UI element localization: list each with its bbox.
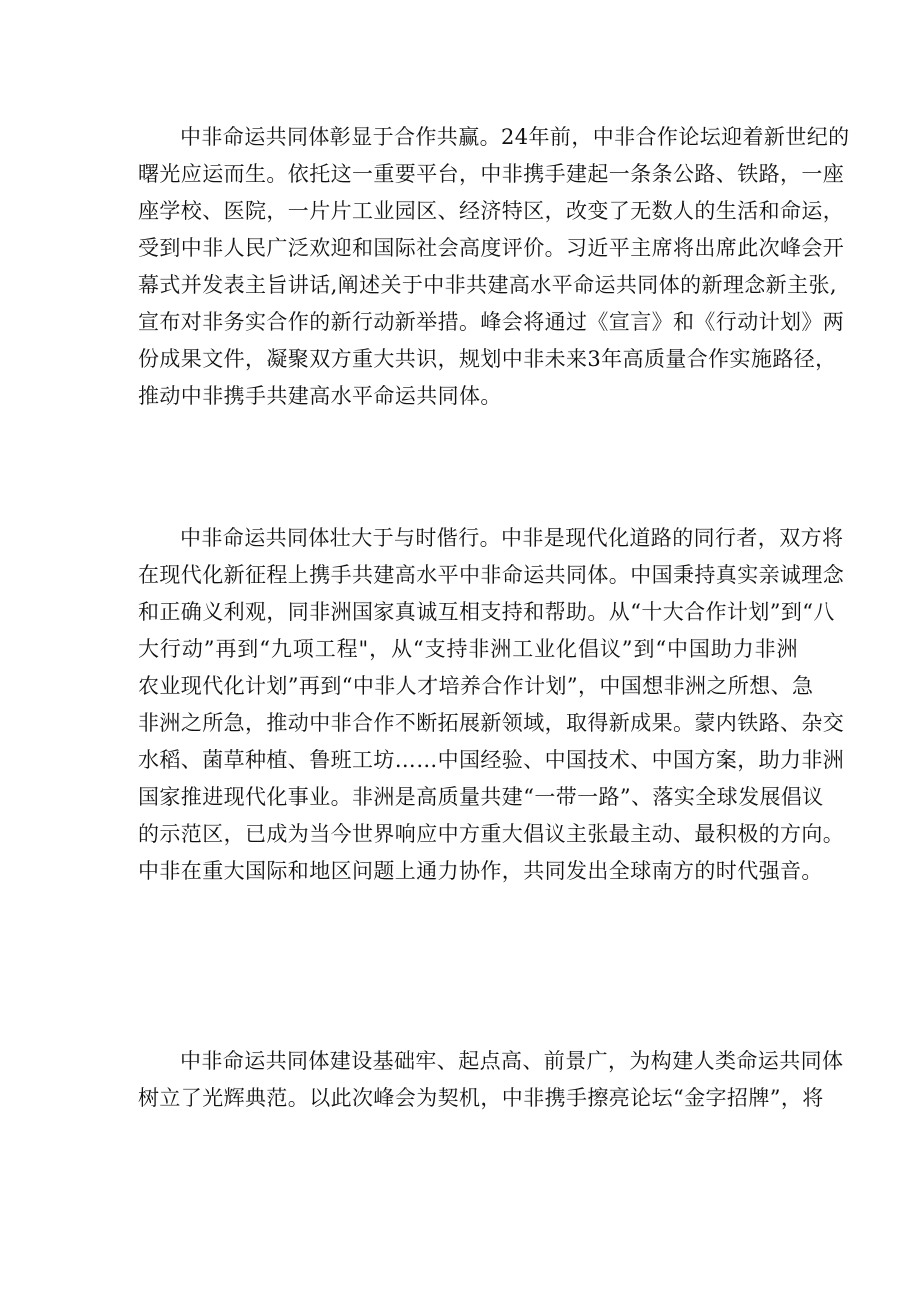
text-line: 份成果文件，凝聚双方重大共识，规划中非未来3年高质量合作实施路径， <box>138 347 837 371</box>
text-line: 国家推进现代化事业。非洲是高质量共建“一带一路”、落实全球发展倡议 <box>138 785 824 809</box>
text-line: 幕式并发表主旨讲话,阐述关于中非共建高水平命运共同体的新理念新主张, <box>138 273 837 297</box>
text-line: 的示范区，已成为当今世界响应中方重大倡议主张最主动、最积极的方向。 <box>138 822 845 846</box>
paragraph-2 <box>138 520 845 890</box>
text-line: 受到中非人民广泛欢迎和国际社会高度评价。习近平主席将出席此次峰会开 <box>138 236 845 260</box>
text-line: 曙光应运而生。依托这一重要平台，中非携手建起一条条公路、铁路，一座 <box>138 162 845 186</box>
text-line: 中非在重大国际和地区问题上通力协作，共同发出全球南方的时代强音。 <box>138 859 823 883</box>
text-line: 宣布对非务实合作的新行动新举措。峰会将通过《宣言》和《行动计划》两 <box>138 310 845 334</box>
text-line: 非洲之所急，推动中非合作不断拓展新领域，取得新成果。蒙内铁路、杂交 <box>138 711 845 735</box>
text-line: 座学校、医院，一片片工业园区、经济特区，改变了无数人的生活和命运， <box>138 199 845 223</box>
text-line: 树立了光辉典范。以此次峰会为契机，中非携手擦亮论坛“金字招牌”，将 <box>138 1086 824 1110</box>
text-line: 和正确义利观，同非洲国家真诚互相支持和帮助。从“十大合作计划”到“八 <box>138 600 835 624</box>
text-line: 大行动”再到“九项工程"，从“支持非洲工业化倡议”到“中国助力非洲 <box>138 637 798 661</box>
text-line: 中非命运共同体壮大于与时偕行。中非是现代化道路的同行者，双方将 <box>180 526 844 550</box>
text-line: 在现代化新征程上携手共建高水平中非命运共同体。中国秉持真实亲诚理念 <box>138 563 845 587</box>
text-line: 中非命运共同体彰显于合作共赢。24年前，中非合作论坛迎着新世纪的 <box>180 125 850 149</box>
paragraph-1 <box>138 119 850 415</box>
text-line: 水稻、菌草种植、鲁班工坊……中国经验、中国技术、中国方案，助力非洲 <box>138 748 845 772</box>
paragraph-3 <box>138 1043 844 1117</box>
text-line: 中非命运共同体建设基础牢、起点高、前景广，为构建人类命运共同体 <box>180 1049 844 1073</box>
text-line: 推动中非携手共建高水平命运共同体。 <box>138 384 502 408</box>
text-line: 农业现代化计划”再到“中非人才培养合作计划”，中国想非洲之所想、急 <box>138 674 814 698</box>
